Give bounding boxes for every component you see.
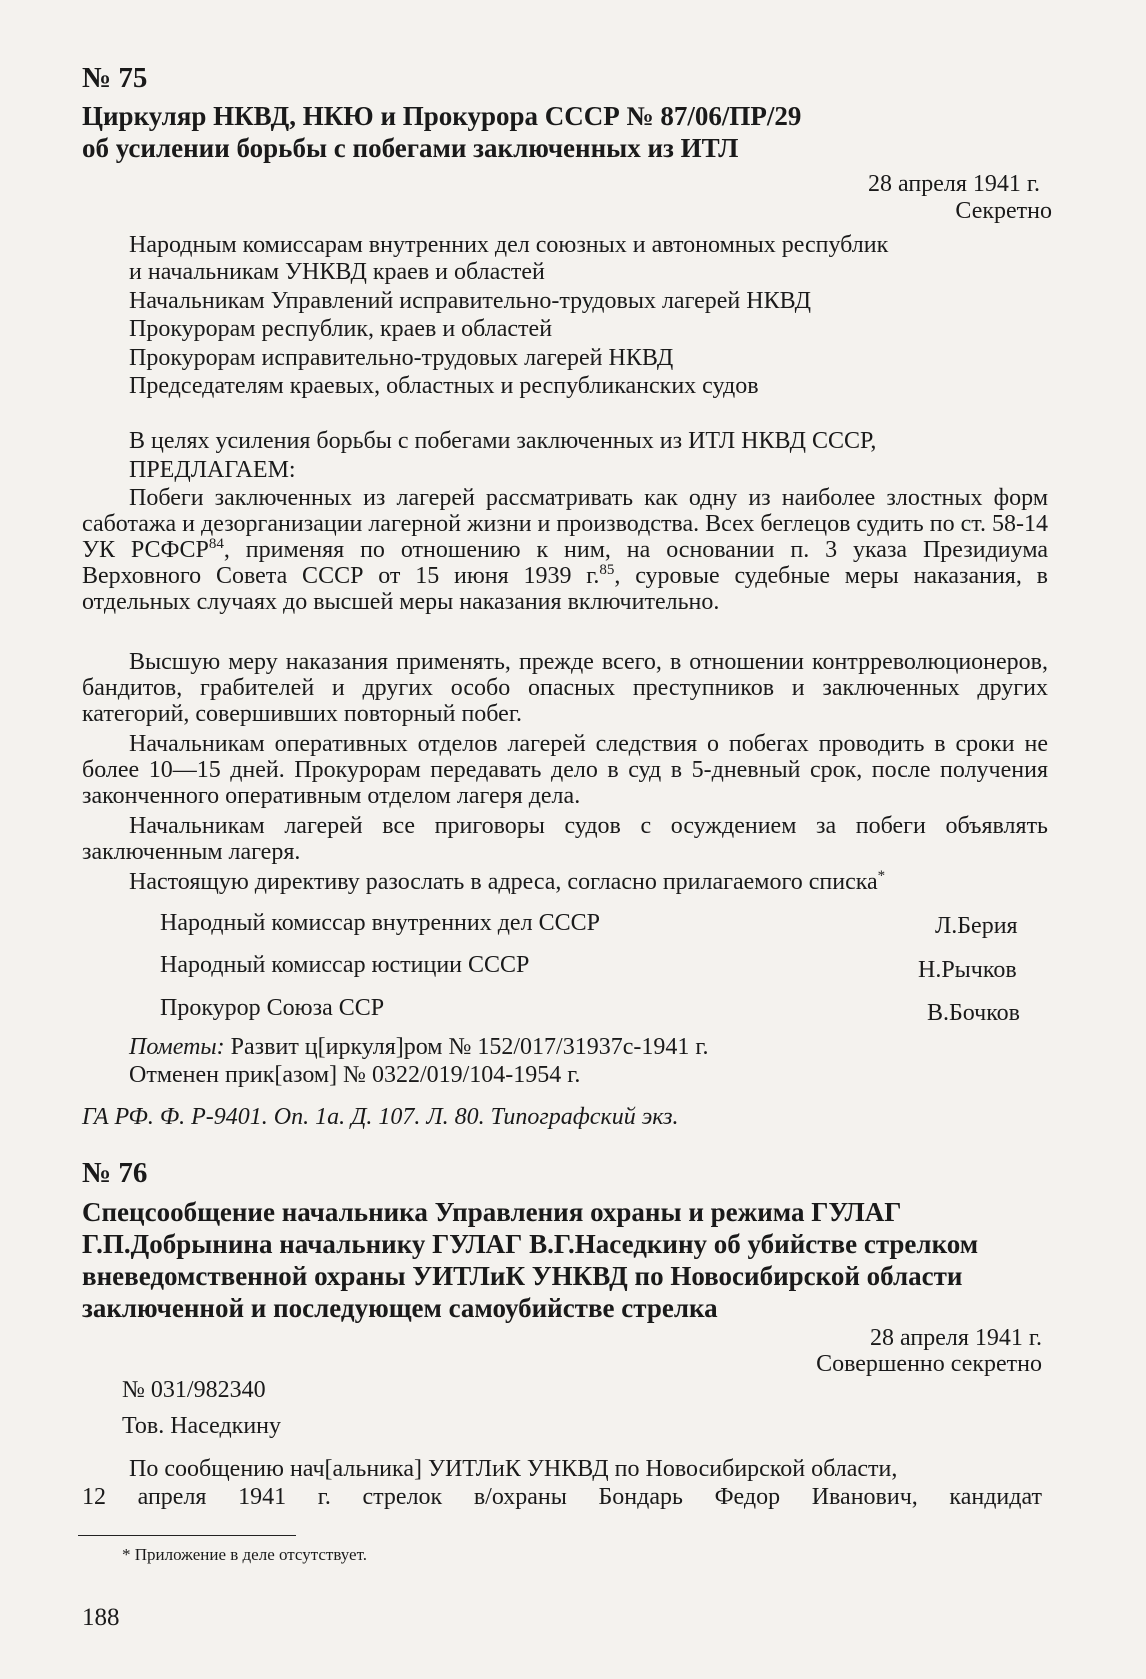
doc75-classification: Секретно <box>955 198 1052 224</box>
doc75-notes-line: Отменен прик[азом] № 0322/019/104-1954 г. <box>129 1062 581 1088</box>
doc75-notes <box>129 1034 709 1060</box>
footnote-divider <box>78 1535 296 1536</box>
doc76-number: № 76 <box>82 1157 148 1189</box>
doc75-paragraph-1-text: Побеги заключенных из лагерей рассматривать как одну из наиболее злостных форм саботажа и дезорганизации лагерной жизни и производства. Всех беглецов судить по ст. 58-14 УК РСФСР <box>82 485 1048 563</box>
doc76-classification: Совершенно секретно <box>816 1351 1042 1377</box>
signature-name: Н.Рычков <box>918 957 1017 983</box>
doc76-reg-number: № 031/982340 <box>122 1377 266 1403</box>
doc75-addressee: Прокурорам республик, краев и областей <box>129 316 553 342</box>
doc75-paragraph-1-text: , суровые судебные меры наказания, в отдельных случаях до высшей меры наказания включительно. <box>82 563 1048 615</box>
page-number: 188 <box>82 1604 120 1631</box>
doc75-intro: В целях усиления борьбы с побегами заключенных из ИТЛ НКВД СССР, <box>129 428 877 454</box>
doc76-recipient: Тов. Наседкину <box>122 1413 282 1439</box>
doc75-paragraph-2: Высшую меру наказания применять, прежде всего, в отношении контрреволюционеров, бандитов, грабителей и других особо опасных преступников и заключенных других категорий, совершивших повторный побег. <box>82 649 1048 727</box>
doc75-paragraph-4: Начальникам лагерей все приговоры судов с осуждением за побеги объявлять заключенным лагеря. <box>82 813 1048 865</box>
doc75-title-line: об усилении борьбы с побегами заключенных из ИТЛ <box>82 133 739 163</box>
doc75-paragraph-5-text: Настоящую директиву разослать в адреса, согласно прилагаемого списка <box>129 869 878 895</box>
doc76-body-line: По сообщению нач[альника] УИТЛиК УНКВД по Новосибирской области, <box>129 1456 898 1482</box>
doc75-paragraph-1 <box>82 485 1048 615</box>
doc75-paragraph-1-text: , применяя по отношению к ним, на основании п. 3 указа Президиума Верховного Совета СССР от 15 июня 1939 г. <box>82 537 1048 589</box>
signature-name: В.Бочков <box>927 1000 1021 1026</box>
signature-position: Народный комиссар внутренних дел СССР <box>160 910 600 936</box>
doc76-title-line: Г.П.Добрынина начальнику ГУЛАГ В.Г.Наседкину об убийстве стрелком <box>82 1229 979 1259</box>
doc75-date: 28 апреля 1941 г. <box>868 171 1040 197</box>
doc75-archive-source: ГА РФ. Ф. Р-9401. Оп. 1а. Д. 107. Л. 80. Типографский экз. <box>82 1104 679 1130</box>
footnote-ref-85: 85 <box>599 562 615 578</box>
signature-position: Прокурор Союза ССР <box>160 995 385 1021</box>
doc76-title <box>82 1196 1082 1324</box>
doc75-addressee: Начальникам Управлений исправительно-трудовых лагерей НКВД <box>129 288 812 314</box>
signature-position: Народный комиссар юстиции СССР <box>160 952 530 978</box>
doc75-title <box>82 100 1072 164</box>
doc76-title-line: заключенной и последующем самоубийстве стрелка <box>82 1293 718 1323</box>
doc75-intro-proposal: ПРЕДЛАГАЕМ: <box>129 457 296 483</box>
doc75-number: № 75 <box>82 62 148 94</box>
doc75-notes-label: Пометы: <box>129 1034 225 1060</box>
footnote-text: * Приложение в деле отсутствует. <box>122 1545 368 1564</box>
doc75-addressee: и начальникам УНКВД краев и областей <box>129 259 545 285</box>
signature-name: Л.Берия <box>935 913 1018 939</box>
doc75-addressee: Народным комиссарам внутренних дел союзных и автономных республик <box>129 232 889 258</box>
doc76-title-line: вневедомственной охраны УИТЛиК УНКВД по Новосибирской области <box>82 1261 963 1291</box>
doc75-addressee: Председателям краевых, областных и республиканских судов <box>129 373 759 399</box>
doc76-title-line: Спецсообщение начальника Управления охраны и режима ГУЛАГ <box>82 1197 902 1227</box>
doc75-paragraph-3: Начальникам оперативных отделов лагерей следствия о побегах проводить в сроки не более 10—15 дней. Прокурорам передавать дело в суд в 5-дневный срок, после получения законченного оперативным отделом лагеря дела. <box>82 731 1048 809</box>
footnote-ref-84: 84 <box>208 536 224 552</box>
footnote-ref-star: * <box>877 868 886 884</box>
doc75-notes-text: Развит ц[иркуля]ром № 152/017/31937с-1941 г. <box>224 1034 709 1060</box>
doc75-title-line: Циркуляр НКВД, НКЮ и Прокурора СССР № 87/06/ПР/29 <box>82 101 802 131</box>
doc76-body-line: 12 апреля 1941 г. стрелок в/охраны Бондарь Федор Иванович, кандидат <box>82 1484 1042 1510</box>
doc75-paragraph-5 <box>129 869 885 895</box>
doc76-date: 28 апреля 1941 г. <box>870 1325 1042 1351</box>
doc75-addressee: Прокурорам исправительно-трудовых лагерей НКВД <box>129 345 674 371</box>
